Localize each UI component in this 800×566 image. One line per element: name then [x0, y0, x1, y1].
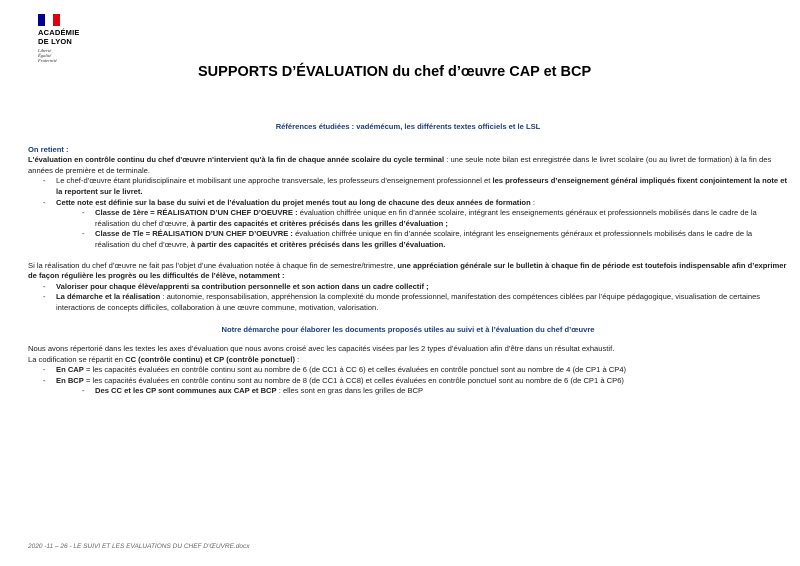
main-bullet-list [28, 176, 788, 250]
logo-title: ACADÉMIE DE LYON [38, 28, 80, 46]
codification-paragraph: Nous avons répertorié dans les textes les axes d’évaluation que nous avons croisé avec les capacités visées par les 2 types d’évaluation afin d’être dans un résultat exhaustif. [28, 344, 615, 354]
document-body [28, 122, 788, 397]
logo-motto: Liberté Égalité Fraternité [38, 48, 57, 64]
appreciation-list [28, 282, 788, 314]
list-item: - Classe de 1ère = RÉALISATION D’UN CHEF D’OEUVRE : évaluation chiffrée unique en fin d’année scolaire, intégrant les enseignements généraux et professionnels mobilisés dans le cadre de la réalisation du chef d’œuvre, à partir des capacités et critères précisés dans les grilles d’évaluation ; [95, 208, 788, 229]
on-retient-heading: On retient : [28, 144, 69, 154]
list-item: - Cette note est définie sur la base du suivi et de l’évaluation du projet menés tout au long de chacune des deux années de formation : - Classe de 1ère = RÉALISATION D’UN CHEF D’OEUVRE : évaluation chiffrée unique en fin d’année scolaire, intégrant les enseignements généraux et professionnels mobilisés dans le cadre de la réalisation du chef d’œuvre, à partir des capacités et critères précisés dans les grilles d’évaluation ; - Classe de Tle = RÉALISATION D’UN CHEF D’OEUVRE : évaluation chiffrée unique en fin d’année scolaire, intégrant les enseignements généraux et professionnels mobilisés dans le cadre de la réalisation du chef d’œuvre, à partir des capacités et critères précisés dans les grilles d’évaluation. [56, 198, 788, 251]
academie-logo [38, 14, 98, 64]
list-item: - En BCP = les capacités évaluées en contrôle continu sont au nombre de 8 (de CC1 à CC8) et celles évaluées en contrôle ponctuel sont au nombre de 6 (de CP1 à CP6) - Des CC et les CP sont communes aux CAP et BCP : elles sont en gras dans les grilles de BCP [56, 376, 788, 397]
codification-list [28, 365, 788, 397]
list-item: - Des CC et les CP sont communes aux CAP et BCP : elles sont en gras dans les grilles de BCP [95, 386, 788, 397]
document-footer: 2020 -11 – 26 - LE SUIVI ET LES EVALUATIONS DU CHEF D’ŒUVRE.docx [28, 543, 250, 550]
class-sublist [56, 208, 788, 250]
appreciation-paragraph: Si la réalisation du chef d’œuvre ne fait pas l’objet d’une évaluation notée à chaque fin de semestre/trimestre, une appréciation générale sur le bulletin à chaque fin de période est toutefois indispensable afin d’exprimer de façon régulière les progrès ou les difficultés de l’élève, notamment : [28, 260, 787, 281]
document-title: SUPPORTS D’ÉVALUATION du chef d’œuvre CAP et BCP [198, 64, 592, 80]
list-item: - Valoriser pour chaque élève/apprenti sa contribution personnelle et son action dans un cadre collectif ; [56, 282, 788, 293]
common-sublist [56, 386, 788, 397]
demarche-heading: Notre démarche pour élaborer les documents proposés utiles au suivi et à l’évaluation du chef d’œuvre [221, 324, 595, 334]
list-item: - Le chef-d’œuvre étant pluridisciplinaire et mobilisant une approche transversale, les professeurs d’enseignement professionnel et les professeurs d’enseignement général impliqués fixent conjointement la note et la reportent sur le livret. [56, 176, 788, 197]
intro-paragraph: L'évaluation en contrôle continu du chef d'œuvre n'intervient qu'à la fin de chaque année scolaire du cycle terminal : une seule note bilan est enregistrée dans le livret scolaire (ou au livret de formation) à la fin des années de première et de terminale. [28, 155, 772, 175]
french-flag-icon [38, 14, 60, 26]
references-heading: Références étudiées : vadémécum, les différents textes officiels et le LSL [275, 122, 541, 131]
list-item: - La démarche et la réalisation : autonomie, responsabilisation, appréhension la complexité du monde professionnel, manifestation des compétences ciblées par l’équipe pédagogique, visualisation de certaines interactions de concepts difficiles, collaboration à une œuvre commune, motivation, valorisation. [56, 292, 788, 313]
list-item: - Classe de Tle = RÉALISATION D’UN CHEF D’OEUVRE : évaluation chiffrée unique en fin d’année scolaire, intégrant les enseignements généraux et professionnels mobilisés dans le cadre de la réalisation du chef d’œuvre, à partir des capacités et critères précisés dans les grilles d’évaluation. [95, 229, 788, 250]
list-item: - En CAP = les capacités évaluées en contrôle continu sont au nombre de 6 (de CC1 à CC 6) et celles évaluées en contrôle ponctuel sont au nombre de 4 (de CP1 à CP4) [56, 365, 788, 376]
codification-line: La codification se répartit en CC (contrôle continu) et CP (contrôle ponctuel) : [28, 354, 300, 364]
